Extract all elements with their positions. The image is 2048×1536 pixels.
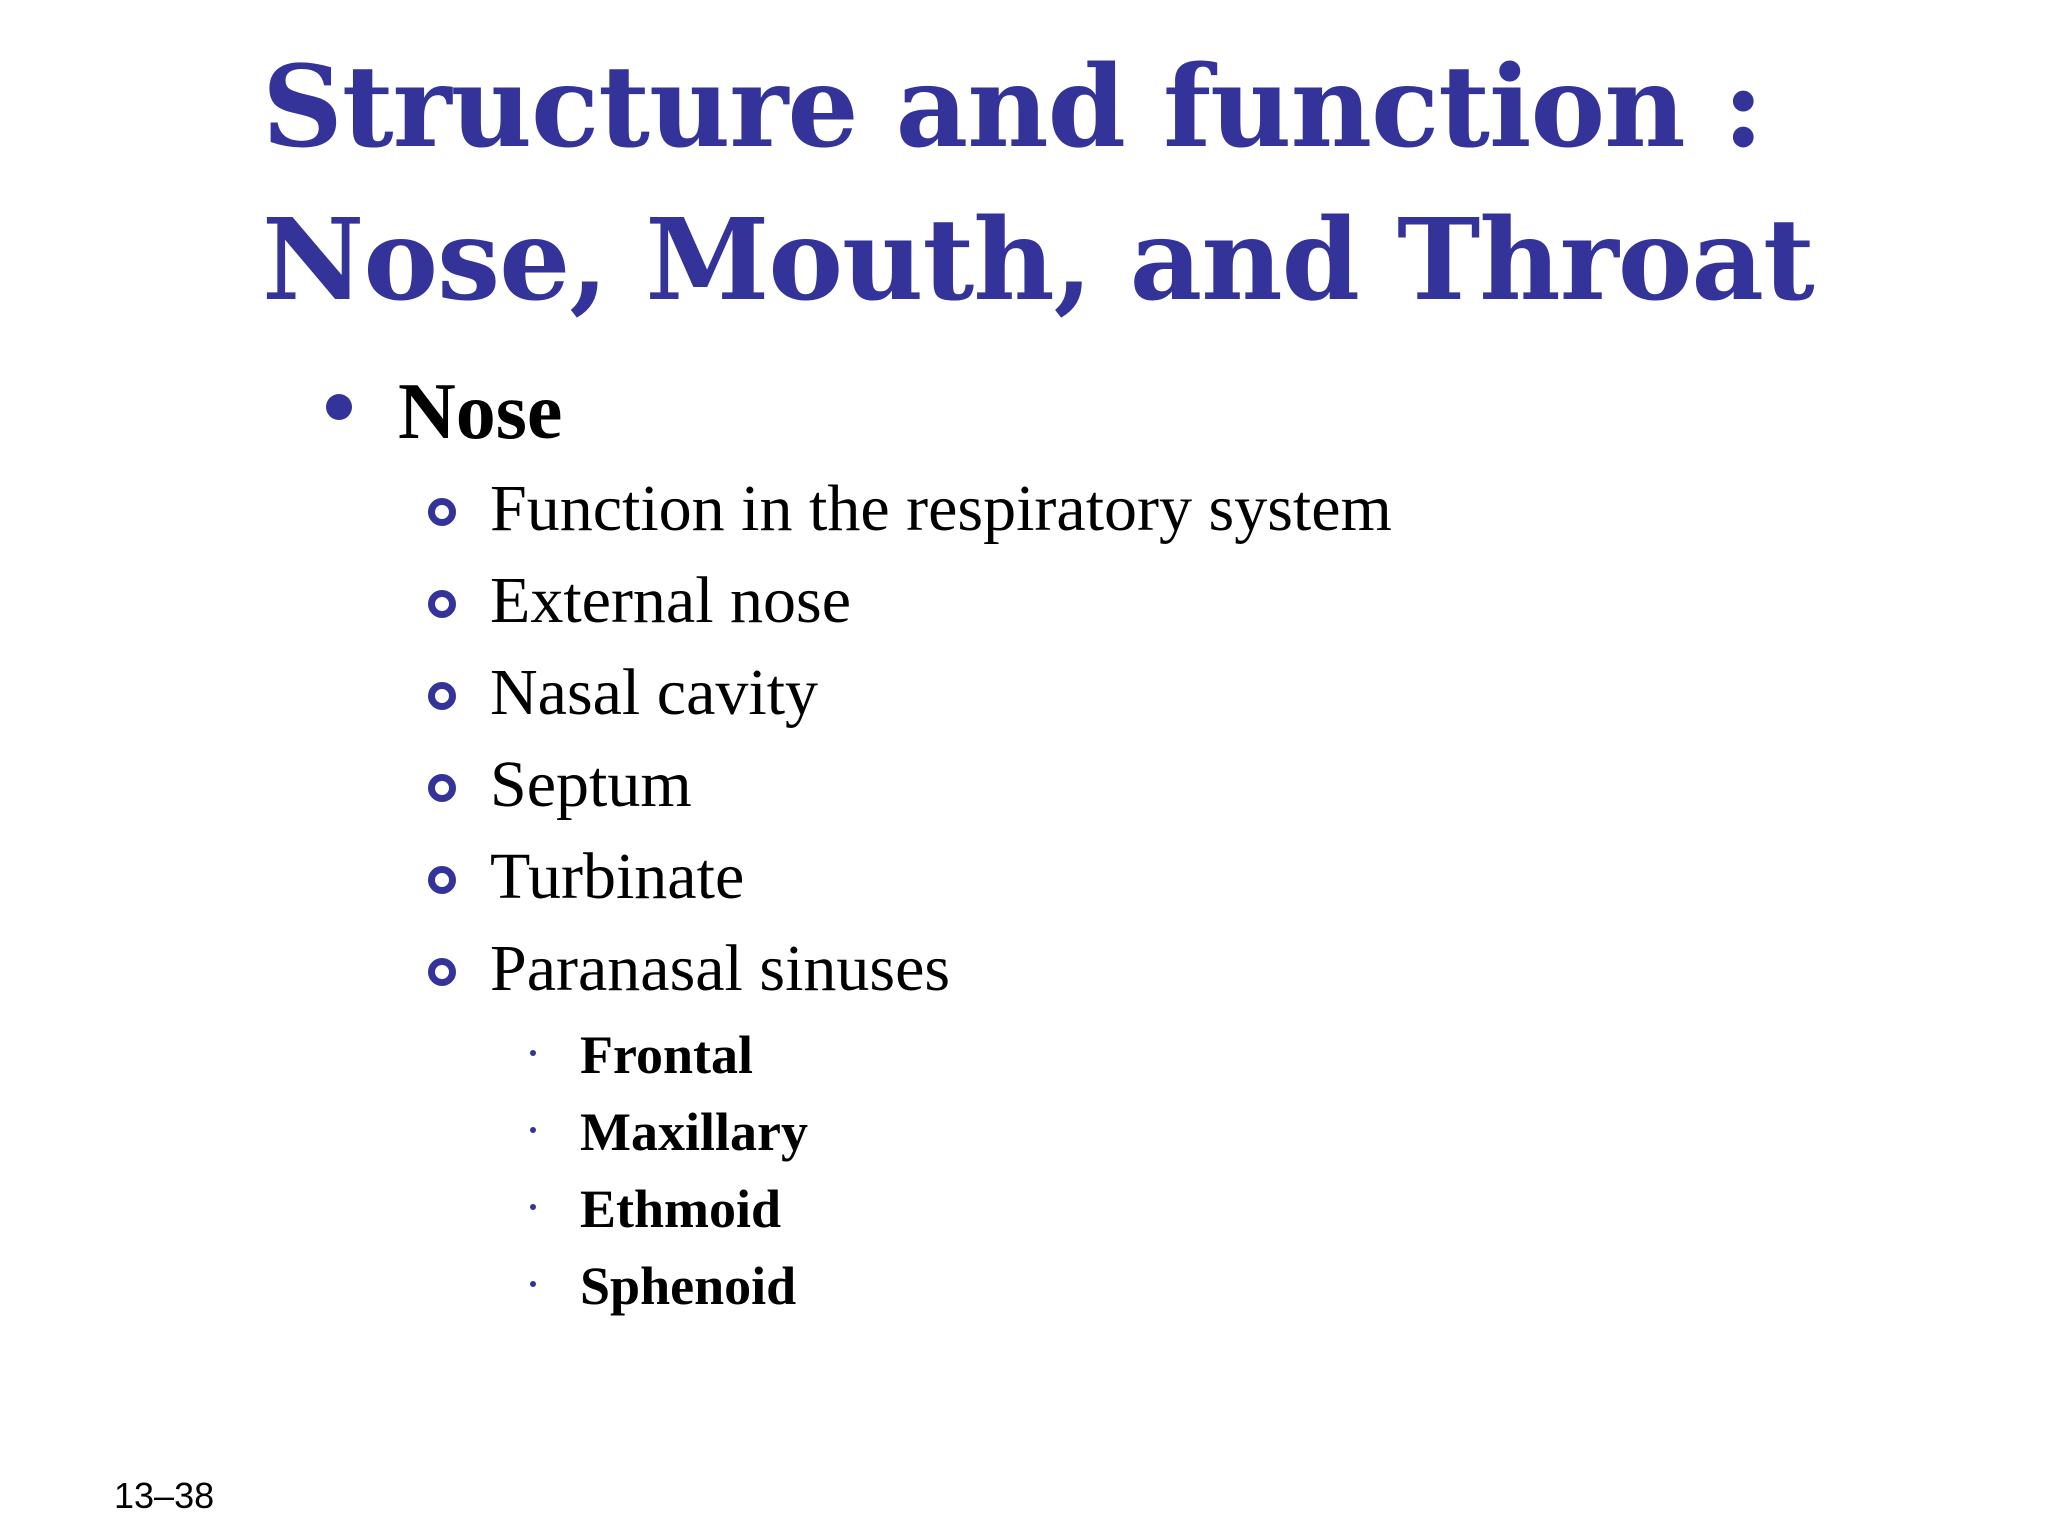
ring-bullet-icon: [428, 866, 456, 894]
sub-bullet-text: Septum: [490, 748, 692, 821]
slide-title-line-1: Structure and function :: [262, 42, 1763, 173]
filled-circle-bullet-icon: [326, 394, 352, 420]
sub-bullet-text: Paranasal sinuses: [490, 932, 951, 1005]
ring-bullet-icon: [428, 958, 456, 986]
sub-bullet-item: [0, 932, 2048, 1038]
sinus-list-item: [0, 1025, 2048, 1120]
dot-bullet-icon: [530, 1204, 536, 1210]
slide-number: 13–38: [114, 1475, 215, 1516]
sinus-list-item: [0, 1256, 2048, 1351]
sub-bullet-text: Function in the respiratory system: [490, 472, 1392, 545]
sub-bullet-text: External nose: [490, 564, 852, 637]
slide-title-line-2: Nose, Mouth, and Throat: [262, 195, 1814, 326]
sub-bullet-item: [0, 840, 2048, 946]
dot-bullet-icon: [530, 1127, 536, 1133]
sinus-label: Maxillary: [580, 1102, 808, 1162]
sub-bullet-text: Turbinate: [490, 840, 745, 913]
sub-bullet-text: Nasal cavity: [490, 656, 819, 729]
ring-bullet-icon: [428, 498, 456, 526]
ring-bullet-icon: [428, 774, 456, 802]
sinus-list-item: [0, 1179, 2048, 1274]
ring-bullet-icon: [428, 590, 456, 618]
sub-bullet-item: [0, 472, 2048, 578]
sinus-label: Sphenoid: [580, 1256, 797, 1316]
dot-bullet-icon: [530, 1050, 536, 1056]
sinus-label: Ethmoid: [580, 1179, 782, 1239]
sub-bullet-item: [0, 564, 2048, 670]
sub-bullet-item: [0, 656, 2048, 762]
dot-bullet-icon: [530, 1281, 536, 1287]
ring-bullet-icon: [428, 682, 456, 710]
sub-bullet-item: [0, 748, 2048, 854]
sinus-label: Frontal: [580, 1025, 753, 1085]
sinus-list-item: [0, 1102, 2048, 1197]
bullet-level1-nose: Nose: [398, 368, 563, 456]
